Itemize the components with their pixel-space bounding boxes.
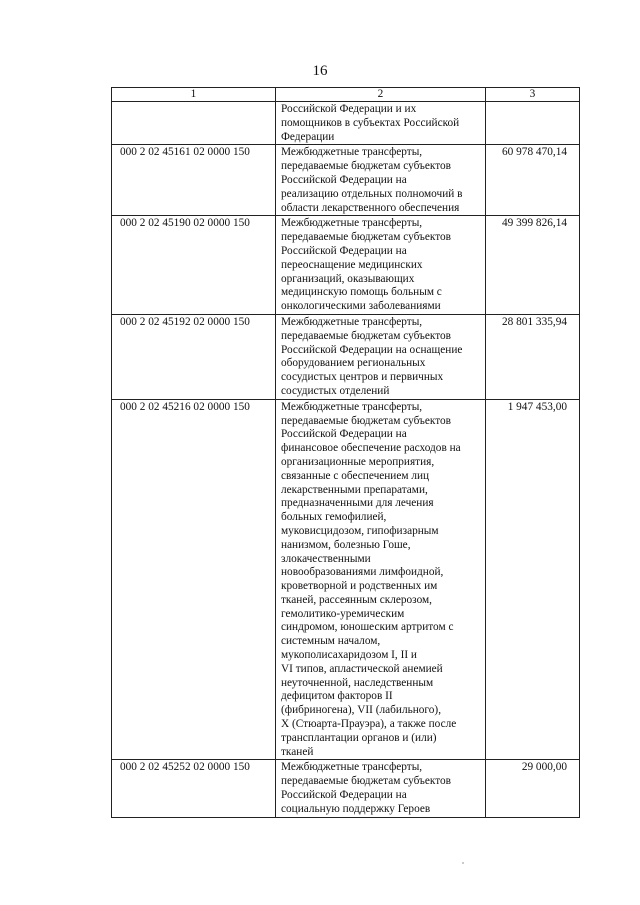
revenue-name-line: Межбюджетные трансферты, bbox=[281, 217, 423, 230]
scan-speck bbox=[462, 862, 464, 864]
amount-cell: 60 978 470,14 bbox=[486, 145, 580, 216]
revenue-code-cell bbox=[112, 102, 276, 145]
revenue-name-line: онкологическими заболеваниями bbox=[281, 300, 441, 313]
revenue-name-line: предназначенными для лечения bbox=[281, 497, 434, 510]
revenue-name-line: тканей, рассеянным склерозом, bbox=[281, 593, 432, 606]
revenue-name-line: Межбюджетные трансферты, bbox=[281, 146, 423, 159]
revenue-name-line: финансовое обеспечение расходов на bbox=[281, 442, 461, 455]
revenue-name-line: неуточненной, наследственным bbox=[281, 676, 434, 689]
revenue-name-line: муковисцидозом, гипофизарным bbox=[281, 524, 439, 537]
revenue-name-line: помощников в субъектах Российской bbox=[281, 116, 460, 129]
revenue-name-line: (фибриногена), VII (лабильного), bbox=[281, 704, 442, 717]
column-header-3: 3 bbox=[486, 88, 580, 102]
revenue-name-line: передаваемые бюджетам субъектов bbox=[281, 329, 452, 342]
revenue-name-line: Российской Федерации на bbox=[281, 173, 407, 186]
revenue-name-line: злокачественными bbox=[281, 552, 371, 565]
revenue-name-line: сосудистых центров и первичных bbox=[281, 371, 444, 384]
revenue-name-cell bbox=[276, 760, 486, 817]
revenue-name-line: трансплантации органов и (или) bbox=[281, 731, 437, 744]
revenue-name-line: Межбюджетные трансферты, bbox=[281, 761, 423, 774]
revenue-name-line: системным началом, bbox=[281, 635, 381, 648]
revenue-code-cell: 000 2 02 45216 02 0000 150 bbox=[112, 399, 276, 760]
revenue-name-line: области лекарственного обеспечения bbox=[281, 201, 460, 214]
revenue-name-cell bbox=[276, 145, 486, 216]
revenue-name-line: социальную поддержку Героев bbox=[281, 802, 431, 815]
revenue-name-line: медицинскую помощь больным с bbox=[281, 286, 442, 299]
column-header-2: 2 bbox=[276, 88, 486, 102]
revenue-name-line: связанные с обеспечением лиц bbox=[281, 469, 430, 482]
revenue-code-cell: 000 2 02 45192 02 0000 150 bbox=[112, 314, 276, 399]
revenue-name-line: Российской Федерации на bbox=[281, 789, 407, 802]
revenue-name-line: синдромом, юношеским артритом с bbox=[281, 621, 454, 634]
table-row bbox=[112, 760, 580, 817]
revenue-name-line: дефицитом факторов II bbox=[281, 690, 393, 703]
revenue-name-line: передаваемые бюджетам субъектов bbox=[281, 414, 452, 427]
table-row bbox=[112, 102, 580, 145]
revenue-name-line: X (Стюарта-Прауэра), а также после bbox=[281, 718, 457, 731]
revenue-name-cell bbox=[276, 399, 486, 760]
amount-cell bbox=[486, 102, 580, 145]
table-row bbox=[112, 314, 580, 399]
revenue-name-line: лекарственными препаратами, bbox=[281, 483, 428, 496]
revenue-name-cell bbox=[276, 216, 486, 315]
revenue-name-line: организаций, оказывающих bbox=[281, 272, 415, 285]
revenue-name-line: реализацию отдельных полномочий в bbox=[281, 187, 463, 200]
revenue-name-line: передаваемые бюджетам субъектов bbox=[281, 231, 452, 244]
revenue-name-line: организационные мероприятия, bbox=[281, 455, 435, 468]
revenue-name-cell bbox=[276, 314, 486, 399]
revenue-name-line: Российской Федерации и их bbox=[281, 103, 417, 115]
amount-cell: 49 399 826,14 bbox=[486, 216, 580, 315]
revenue-name-line: больных гемофилией, bbox=[281, 511, 387, 524]
revenue-code-cell: 000 2 02 45161 02 0000 150 bbox=[112, 145, 276, 216]
revenue-name-line: VI типов, апластической анемией bbox=[281, 662, 443, 675]
table-row bbox=[112, 145, 580, 216]
page-number: 16 bbox=[312, 63, 328, 79]
revenue-name-line: переоснащение медицинских bbox=[281, 258, 423, 271]
revenue-name-line: нанизмом, болезнью Гоше, bbox=[281, 538, 411, 551]
revenue-name-line: Российской Федерации на bbox=[281, 244, 407, 257]
table-header-row bbox=[112, 88, 580, 102]
table-row bbox=[112, 216, 580, 315]
table-row bbox=[112, 399, 580, 760]
budget-revenue-table bbox=[111, 87, 580, 818]
revenue-name-line: мукополисахаридозом I, II и bbox=[281, 649, 417, 662]
revenue-name-line: передаваемые бюджетам субъектов bbox=[281, 160, 452, 173]
revenue-name-line: Федерации bbox=[281, 130, 335, 143]
revenue-name-line: Межбюджетные трансферты, bbox=[281, 315, 423, 328]
revenue-name-line: тканей bbox=[281, 745, 314, 758]
amount-cell: 1 947 453,00 bbox=[486, 399, 580, 760]
amount-cell: 28 801 335,94 bbox=[486, 314, 580, 399]
revenue-name-line: кроветворной и родственных им bbox=[281, 580, 438, 593]
revenue-name-line: Межбюджетные трансферты, bbox=[281, 400, 423, 413]
revenue-name-line: Российской Федерации на оснащение bbox=[281, 343, 463, 356]
revenue-name-line: передаваемые бюджетам субъектов bbox=[281, 775, 452, 788]
revenue-name-line: гемолитико-уремическим bbox=[281, 607, 405, 620]
revenue-code-cell: 000 2 02 45252 02 0000 150 bbox=[112, 760, 276, 817]
revenue-name-line: новообразованиями лимфоидной, bbox=[281, 566, 444, 579]
revenue-name-line: сосудистых отделений bbox=[281, 384, 390, 397]
revenue-code-cell: 000 2 02 45190 02 0000 150 bbox=[112, 216, 276, 315]
table-body bbox=[112, 102, 580, 818]
revenue-name-line: оборудованием региональных bbox=[281, 357, 426, 370]
column-header-1: 1 bbox=[112, 88, 276, 102]
revenue-name-line: Российской Федерации на bbox=[281, 428, 407, 441]
revenue-name-cell bbox=[276, 102, 486, 145]
amount-cell: 29 000,00 bbox=[486, 760, 580, 817]
